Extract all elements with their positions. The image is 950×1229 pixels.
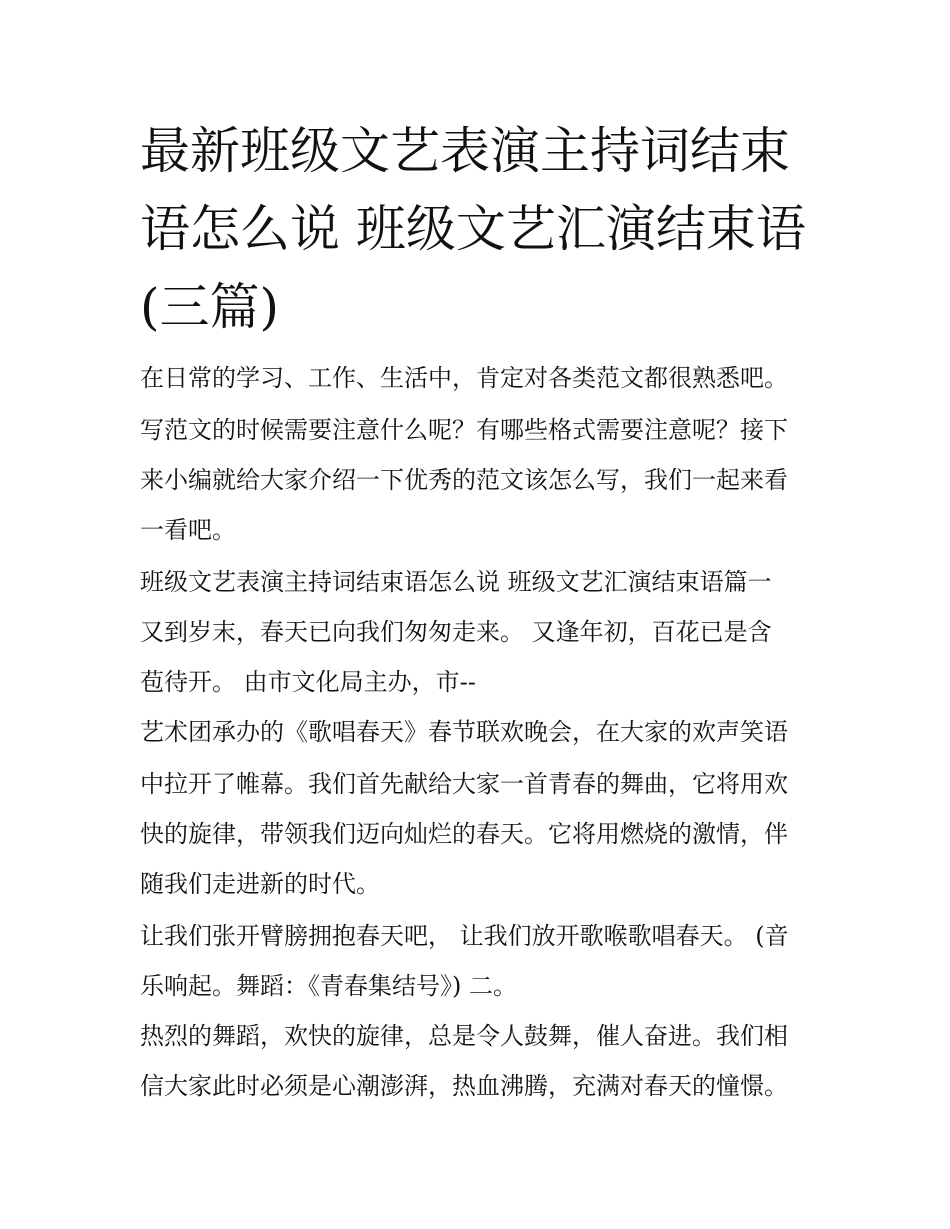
title-line-3: (三篇) (140, 278, 280, 336)
body-line: 又到岁末，春天已向我们匆匆走来。 又逢年初，百花已是含 (140, 618, 772, 646)
body-line: 在日常的学习、工作、生活中，肯定对各类范文都很熟悉吧。 (140, 364, 788, 392)
body-line: 乐响起。舞蹈：《青春集结号》) 二。 (140, 972, 517, 1000)
body-line: 一看吧。 (140, 516, 236, 544)
body-line: 艺术团承办的《歌唱春天》春节联欢晚会，在大家的欢声笑语 (140, 718, 788, 746)
body-line: 快的旋律，带领我们迈向灿烂的春天。它将用燃烧的激情，伴 (140, 820, 788, 848)
body-line: 热烈的舞蹈，欢快的旋律，总是令人鼓舞，催人奋进。我们相 (140, 1022, 788, 1050)
body-line: 班级文艺表演主持词结束语怎么说 班级文艺汇演结束语篇一 (140, 568, 772, 596)
body-line: 中拉开了帷幕。我们首先献给大家一首青春的舞曲，它将用欢 (140, 770, 788, 798)
document-title (140, 112, 820, 346)
body-line: 随我们走进新的时代。 (140, 870, 380, 898)
title-line-1: 最新班级文艺表演主持词结束 (140, 122, 790, 180)
title-line-2: 语怎么说 班级文艺汇演结束语 (140, 200, 806, 258)
body-line: 信大家此时必须是心潮澎湃，热血沸腾，充满对春天的憧憬。 (140, 1072, 788, 1100)
body-line: 苞待开。 由市文化局主办，市-- (140, 668, 476, 696)
body-line: 让我们张开臂膀拥抱春天吧， 让我们放开歌喉歌唱春天。 (音 (140, 922, 789, 950)
body-line: 写范文的时候需要注意什么呢？有哪些格式需要注意呢？接下 (140, 416, 788, 444)
body-line: 来小编就给大家介绍一下优秀的范文该怎么写，我们一起来看 (140, 466, 788, 494)
